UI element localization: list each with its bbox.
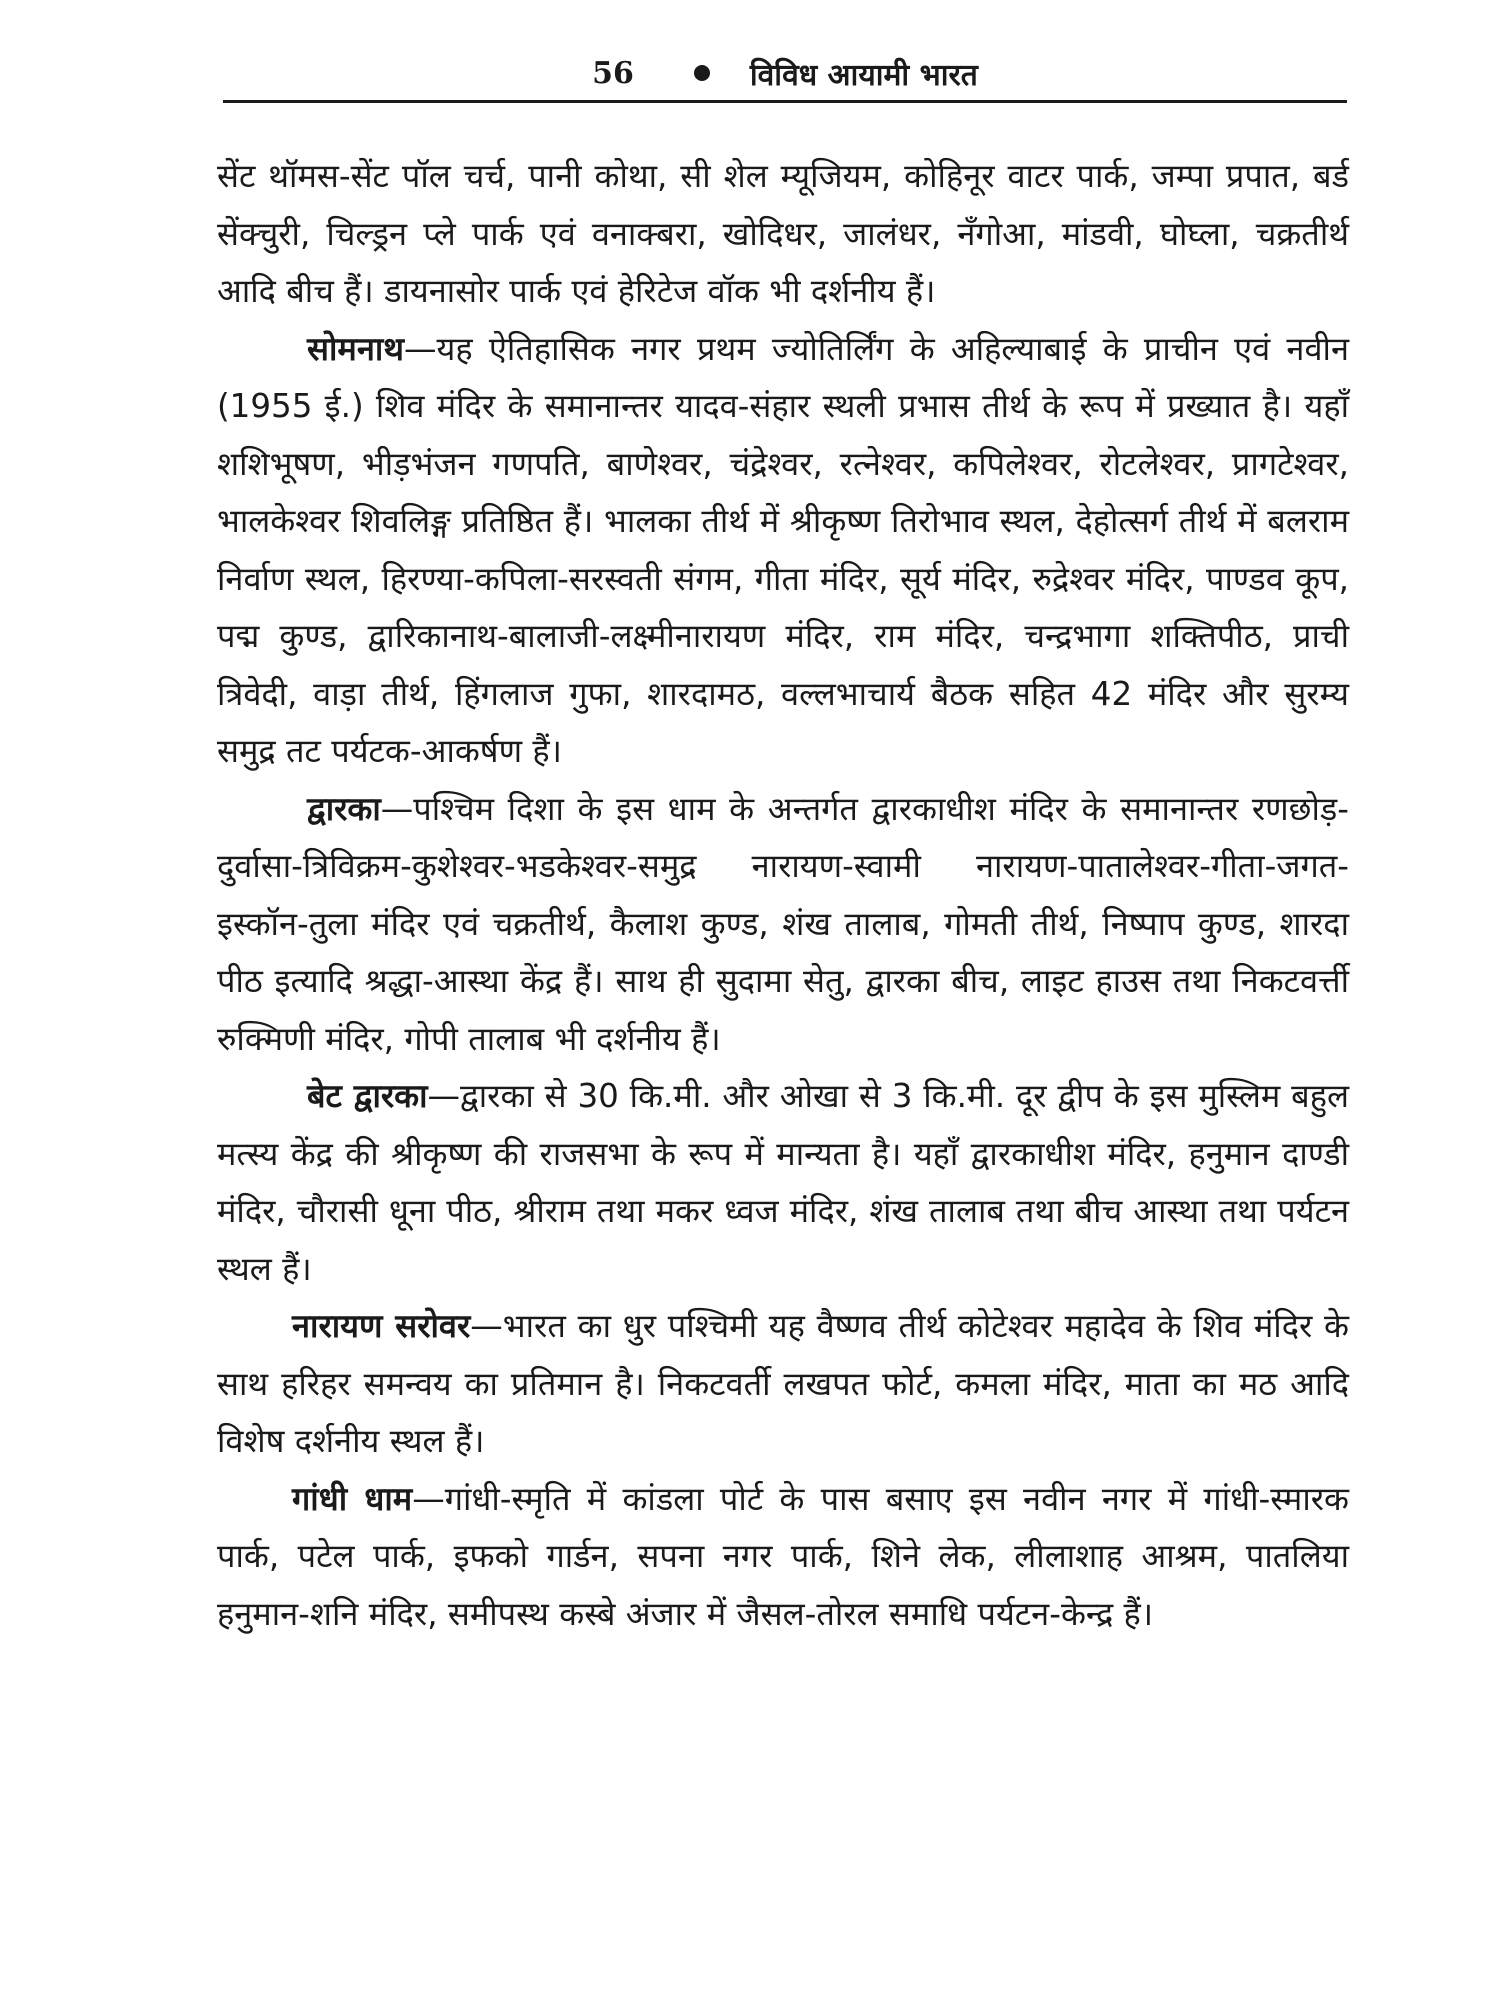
paragraph-text: —द्वारका से 30 कि.मी. और ओखा से 3 कि.मी. दूर द्वीप के इस मुस्लिम बहुल मत्स्य केंद्र की श्रीकृष्ण की राजसभा के रूप में मान्यता है। यहाँ द्वारकाधीश मंदिर, हनुमान दाण्डी मंदिर, चौरासी धूना पीठ, श्रीराम तथा मकर ध्वज मंदिर, शंख तालाब तथा बीच आस्था तथा पर्यटन स्थल हैं। — [217, 1077, 1349, 1288]
paragraph-narayan-sarovar — [217, 1298, 1349, 1471]
paragraph-somnath — [217, 321, 1349, 781]
paragraph-continuation — [217, 148, 1349, 321]
paragraph-text: —यह ऐतिहासिक नगर प्रथम ज्योतिर्लिंग के अहिल्याबाई के प्राचीन एवं नवीन (1955 ई.) शिव मंदिर के समानान्तर यादव-संहार स्थली प्रभास तीर्थ के रूप में प्रख्यात है। यहाँ शशिभूषण, भीड़भंजन गणपति, बाणेश्वर, चंद्रेश्वर, रत्नेश्वर, कपिलेश्वर, रोटलेश्वर, प्रागटेश्वर, भालकेश्वर शिवलिङ्ग प्रतिष्ठित हैं। भालका तीर्थ में श्रीकृष्ण तिरोभाव स्थल, देहोत्सर्ग तीर्थ में बलराम निर्वाण स्थल, हिरण्या-कपिला-सरस्वती संगम, गीता मंदिर, सूर्य मंदिर, रुद्रेश्वर मंदिर, पाण्डव कूप, पद्म कुण्ड, द्वारिकानाथ-बालाजी-लक्ष्मीनारायण मंदिर, राम मंदिर, चन्द्रभागा शक्तिपीठ, प्राची त्रिवेदी, वाड़ा तीर्थ, हिंगलाज गुफा, शारदामठ, वल्लभाचार्य बैठक सहित 42 मंदिर और सुरम्य समुद्र तट पर्यटक-आकर्षण हैं। — [217, 329, 1349, 770]
paragraph-text: —पश्चिम दिशा के इस धाम के अन्तर्गत द्वारकाधीश मंदिर के समानान्तर रणछोड़-दुर्वासा-त्रिविक्रम-कुशेश्वर-भडकेश्वर-समुद्र नारायण-स्वामी नारायण-पातालेश्वर-गीता-जगत-इस्कॉन-तुला मंदिर एवं चक्रतीर्थ, कैलाश कुण्ड, शंख तालाब, गोमती तीर्थ, निष्पाप कुण्ड, शारदा पीठ इत्यादि श्रद्धा-आस्था केंद्र हैं। साथ ही सुदामा सेतु, द्वारका बीच, लाइट हाउस तथा निकटवर्त्ती रुक्मिणी मंदिर, गोपी तालाब भी दर्शनीय हैं। — [217, 789, 1349, 1058]
paragraph-term: बेट द्वारका — [307, 1077, 428, 1115]
paragraph-gandhidham — [217, 1471, 1349, 1644]
paragraph-text: सेंट थॉमस-सेंट पॉल चर्च, पानी कोथा, सी शेल म्यूजियम, कोहिनूर वाटर पार्क, जम्पा प्रपात, बर्ड सेंक्चुरी, चिल्ड्रन प्ले पार्क एवं वनाक्बरा, खोदिधर, जालंधर, नँगोआ, मांडवी, घोघ्ला, चक्रतीर्थ आदि बीच हैं। डायनासोर पार्क एवं हेरिटेज वॉक भी दर्शनीय हैं। — [217, 157, 1349, 310]
bullet-separator — [694, 65, 710, 81]
paragraph-dwarka — [217, 781, 1349, 1069]
header-rule — [223, 100, 1347, 103]
body-text — [217, 148, 1349, 1643]
paragraph-text: —भारत का धुर पश्चिमी यह वैष्णव तीर्थ कोटेश्वर महादेव के शिव मंदिर के साथ हरिहर समन्वय का प्रतिमान है। निकटवर्ती लखपत फोर्ट, कमला मंदिर, माता का मठ आदि विशेष दर्शनीय स्थल हैं। — [217, 1307, 1349, 1460]
paragraph-term: द्वारका — [307, 789, 381, 828]
paragraph-text: —गांधी-स्मृति में कांडला पोर्ट के पास बसाए इस नवीन नगर में गांधी-स्मारक पार्क, पटेल पार्क, इफको गार्डन, सपना नगर पार्क, शिने लेक, लीलाशाह आश्रम, पातलिया हनुमान-शनि मंदिर, समीपस्थ कस्बे अंजार में जैसल-तोरल समाधि पर्यटन-केन्द्र हैं। — [217, 1479, 1349, 1633]
paragraph-bet-dwarka — [217, 1068, 1349, 1298]
book-title: विविध आयामी भारत — [749, 57, 978, 93]
paragraph-term: गांधी धाम — [292, 1479, 413, 1518]
running-head — [225, 48, 1345, 98]
page-number: 56 — [592, 55, 634, 91]
paragraph-term: सोमनाथ — [307, 329, 405, 368]
paragraph-term: नारायण सरोवर — [292, 1307, 471, 1345]
